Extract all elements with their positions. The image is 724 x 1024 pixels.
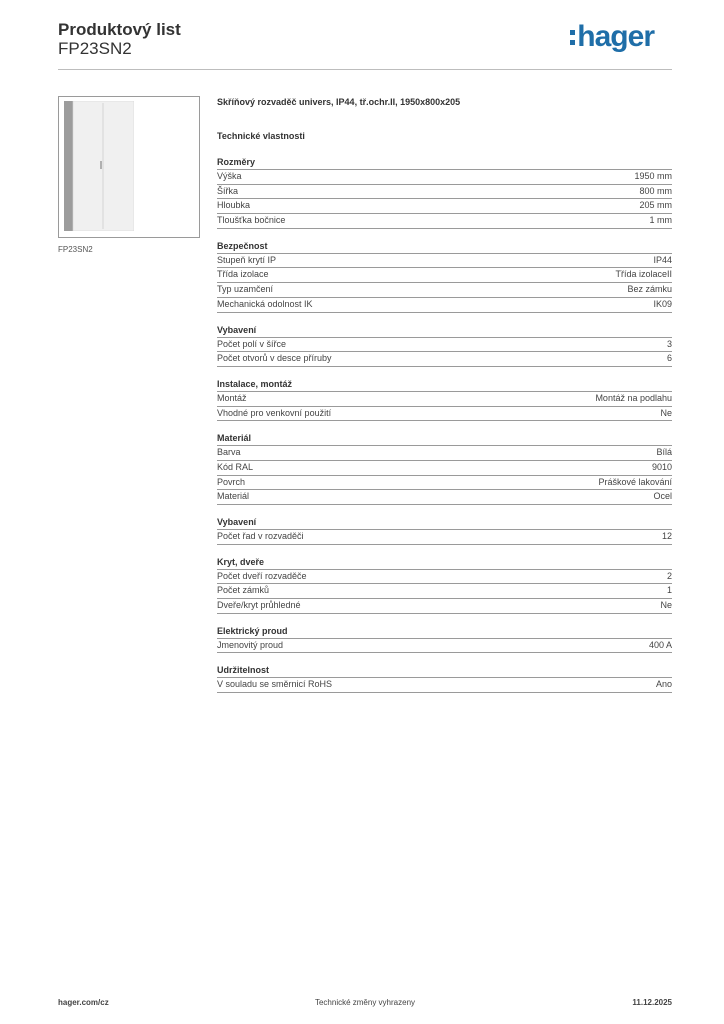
- section-title: Rozměry: [217, 156, 672, 170]
- spec-value: 1 mm: [649, 215, 672, 226]
- spec-value: 9010: [651, 461, 672, 472]
- section-gap: [217, 653, 672, 664]
- spec-label: Počet polí v šířce: [217, 338, 287, 349]
- spec-label: Tloušťka bočnice: [217, 215, 286, 226]
- spec-value: Práškové lakování: [598, 476, 672, 487]
- spec-row: [217, 392, 672, 407]
- spec-label: Počet zámků: [217, 585, 270, 596]
- logo-dots-icon: [570, 30, 575, 45]
- section-gap: [217, 505, 672, 516]
- section-title: Vybavení: [217, 516, 672, 530]
- spec-label: Dveře/kryt průhledné: [217, 600, 301, 611]
- spec-label: Jmenovitý proud: [217, 639, 284, 650]
- spec-value: Bílá: [656, 447, 672, 458]
- section-title: Vybavení: [217, 324, 672, 338]
- spec-value: 3: [666, 338, 672, 349]
- section-gap: [217, 229, 672, 240]
- spec-label: Mechanická odolnost IK: [217, 298, 313, 309]
- spec-label: Povrch: [217, 476, 246, 487]
- spec-row: [217, 298, 672, 313]
- spec-label: Montáž: [217, 392, 247, 403]
- footer-website[interactable]: hager.com/cz: [58, 998, 109, 1007]
- spec-value: Bez zámku: [627, 284, 672, 295]
- spec-row: [217, 678, 672, 693]
- header-divider: [58, 69, 672, 70]
- spec-value: 1950 mm: [634, 171, 672, 181]
- section-title: Materiál: [217, 432, 672, 446]
- spec-row: [217, 352, 672, 367]
- spec-row: [217, 254, 672, 269]
- spec-value: Třída izolaceII: [615, 269, 672, 280]
- spec-sections: [217, 156, 672, 693]
- spec-label: Počet otvorů v desce příruby: [217, 353, 332, 364]
- page-header: [58, 20, 672, 70]
- section-gap: [217, 614, 672, 625]
- image-caption: FP23SN2: [58, 245, 93, 254]
- spec-value: Ano: [655, 679, 672, 690]
- spec-row: [217, 446, 672, 461]
- spec-value: Ocel: [653, 491, 672, 502]
- spec-content: [217, 96, 672, 693]
- spec-row: [217, 185, 672, 200]
- section-title: Elektrický proud: [217, 625, 672, 639]
- spec-value: Ne: [660, 600, 672, 611]
- spec-value: IK09: [653, 298, 672, 309]
- spec-label: Výška: [217, 171, 242, 181]
- spec-row: [217, 214, 672, 229]
- spec-row: [217, 170, 672, 185]
- section-gap: [217, 367, 672, 378]
- spec-row: [217, 490, 672, 505]
- logo-text: hager: [577, 20, 654, 53]
- product-description: Skříňový rozvaděč univers, IP44, tř.ochr.II, 1950x800x205: [217, 97, 461, 107]
- spec-row: [217, 570, 672, 585]
- spec-label: Hloubka: [217, 200, 251, 211]
- spec-label: Šířka: [217, 185, 239, 196]
- spec-row: [217, 639, 672, 654]
- spec-value: Montáž na podlahu: [595, 392, 672, 403]
- spec-row: [217, 476, 672, 491]
- spec-row: [217, 407, 672, 422]
- section-title: Bezpečnost: [217, 240, 672, 254]
- section-title: Kryt, dveře: [217, 556, 672, 570]
- spec-value: 6: [666, 353, 672, 364]
- spec-label: Barva: [217, 447, 241, 458]
- section-title: Instalace, montáž: [217, 378, 672, 392]
- spec-row: [217, 584, 672, 599]
- spec-value: IP44: [653, 254, 672, 265]
- spec-label: Kód RAL: [217, 461, 254, 472]
- spec-label: V souladu se směrnicí RoHS: [217, 679, 333, 690]
- product-image: [58, 96, 200, 238]
- cabinet-image: [64, 101, 134, 231]
- spec-row: [217, 283, 672, 298]
- footer-date: 11.12.2025: [632, 998, 672, 1007]
- spec-row: [217, 599, 672, 614]
- spec-label: Počet dveří rozvaděče: [217, 570, 307, 581]
- spec-value: 400 A: [648, 639, 672, 650]
- spec-value: 2: [666, 570, 672, 581]
- spec-row: [217, 461, 672, 476]
- spec-label: Stupeň krytí IP: [217, 254, 277, 265]
- spec-label: Materiál: [217, 491, 250, 502]
- spec-value: 800 mm: [639, 185, 672, 196]
- spec-value: 205 mm: [639, 200, 672, 211]
- spec-label: Typ uzamčení: [217, 284, 274, 295]
- spec-row: [217, 338, 672, 353]
- spec-row: [217, 199, 672, 214]
- spec-row: [217, 268, 672, 283]
- product-code: FP23SN2: [58, 39, 132, 58]
- tech-heading: Technické vlastnosti: [217, 131, 305, 141]
- section-gap: [217, 421, 672, 432]
- section-title: Udržitelnost: [217, 664, 672, 678]
- section-gap: [217, 545, 672, 556]
- spec-row: [217, 530, 672, 545]
- section-gap: [217, 313, 672, 324]
- hager-logo[interactable]: [570, 20, 654, 54]
- spec-label: Počet řad v rozvaděči: [217, 531, 304, 541]
- spec-value: 1: [666, 585, 672, 596]
- page-title: Produktový list: [58, 20, 181, 39]
- footer-note: Technické změny vyhrazeny: [314, 998, 416, 1007]
- spec-value: 12: [661, 531, 672, 541]
- spec-label: Vhodné pro venkovní použití: [217, 407, 332, 418]
- spec-label: Třída izolace: [217, 269, 269, 280]
- spec-value: Ne: [660, 407, 672, 418]
